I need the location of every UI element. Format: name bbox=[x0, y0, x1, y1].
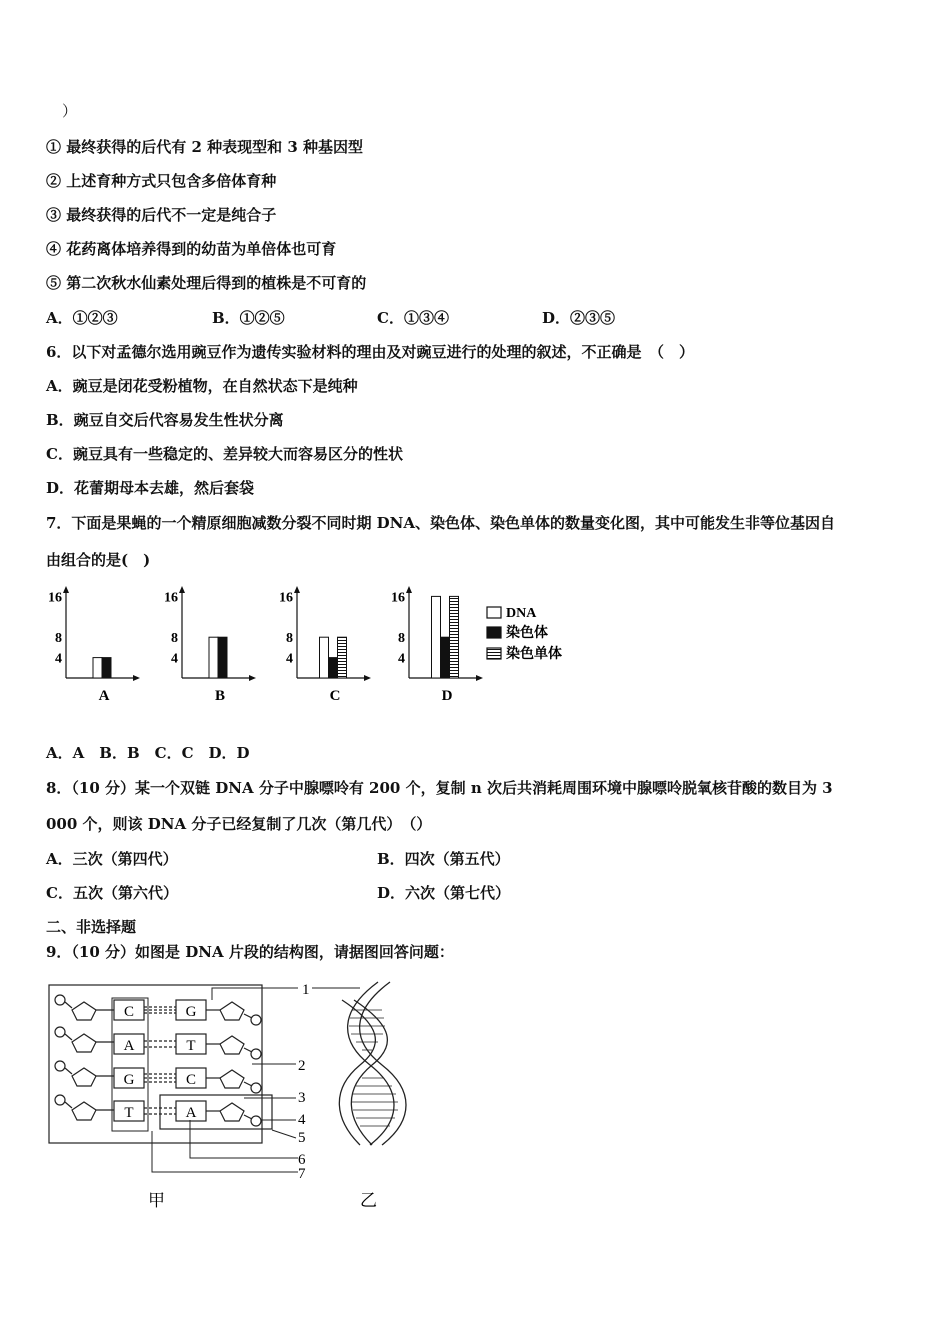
chart-A-ytick: 16 bbox=[48, 590, 62, 606]
section-heading: 二、非选择题 bbox=[46, 918, 137, 936]
chart-B-ytick: 4 bbox=[171, 651, 178, 667]
bar-C-chromosome bbox=[329, 658, 338, 678]
nucleotide-rows bbox=[55, 995, 272, 1129]
statement-5: ⑤ 第二次秋水仙素处理后得到的植株是不可育的 bbox=[46, 274, 367, 292]
label-6: 6 bbox=[298, 1152, 306, 1168]
label-2: 2 bbox=[298, 1058, 306, 1074]
bar-C-chromatid bbox=[338, 637, 347, 678]
chart-B-ytick: 16 bbox=[164, 590, 178, 606]
q7-stem-line2: 由组合的是( ) bbox=[46, 551, 151, 569]
q8-option-a: A．三次（第四代） bbox=[46, 850, 178, 868]
q9-stem: 9．（10 分）如图是 DNA 片段的结构图，请据图回答问题： bbox=[46, 943, 454, 961]
q7-options: A．A B．B C．C D．D bbox=[46, 744, 250, 762]
bar-B-chromosome bbox=[218, 637, 227, 678]
label-7: 7 bbox=[298, 1166, 306, 1182]
chart-B-ytick: 8 bbox=[171, 631, 178, 647]
q8-option-b: B．四次（第五代） bbox=[377, 850, 510, 868]
legend-swatch-dna bbox=[487, 607, 501, 618]
q7-bar-charts bbox=[40, 580, 640, 710]
q8-stem-line1: 8．（10 分）某一个双链 DNA 分子中腺嘌呤有 200 个，复制 n 次后共消耗周围环境中腺嘌呤脱氧核苷酸的数目为 3 bbox=[46, 779, 833, 797]
base-left-2: A bbox=[123, 1038, 135, 1054]
bar-B-dna bbox=[209, 637, 218, 678]
base-right-4: A bbox=[185, 1105, 197, 1121]
base-right-3: C bbox=[185, 1072, 197, 1088]
bar-C-dna bbox=[320, 637, 329, 678]
chart-D-ytick: 4 bbox=[398, 651, 405, 667]
legend-label-chromatid: 染色单体 bbox=[506, 647, 562, 662]
statement-4: ④ 花药离体培养得到的幼苗为单倍体也可育 bbox=[46, 240, 337, 258]
label-4: 4 bbox=[298, 1112, 306, 1128]
q5-option-a: A．①②③ bbox=[46, 309, 118, 327]
q6-stem: 6．以下对孟德尔选用豌豆作为遗传实验材料的理由及对豌豆进行的处理的叙述，不正确是 （ ） bbox=[46, 343, 694, 361]
chart-D-label: D bbox=[441, 688, 453, 704]
chart-C-ytick: 4 bbox=[286, 651, 293, 667]
q8-option-c: C．五次（第六代） bbox=[46, 884, 178, 902]
base-left-3: G bbox=[123, 1072, 135, 1088]
label-yi: 乙 bbox=[360, 1191, 377, 1210]
chart-A-label: A bbox=[98, 688, 110, 704]
bar-D-chromatid bbox=[450, 596, 459, 678]
leader-lines bbox=[152, 988, 298, 1172]
legend-swatch-chromatid bbox=[487, 648, 501, 659]
q5-option-c: C．①③④ bbox=[377, 309, 449, 327]
q6-option-b: B．豌豆自交后代容易发生性状分离 bbox=[46, 411, 284, 429]
bar-A-dna bbox=[93, 658, 102, 678]
chart-C-ytick: 8 bbox=[286, 631, 293, 647]
statement-2: ② 上述育种方式只包含多倍体育种 bbox=[46, 172, 277, 190]
q6-option-a: A．豌豆是闭花受粉植物，在自然状态下是纯种 bbox=[46, 377, 358, 395]
chart-C-ytick: 16 bbox=[279, 590, 293, 606]
prev-question-tail: ） bbox=[62, 102, 78, 120]
chart-A-ytick: 4 bbox=[55, 651, 62, 667]
dna-structure-figure bbox=[40, 970, 460, 1220]
statement-3: ③ 最终获得的后代不一定是纯合子 bbox=[46, 206, 277, 224]
statement-1: ① 最终获得的后代有 2 种表现型和 3 种基因型 bbox=[46, 138, 363, 156]
q8-option-d: D．六次（第七代） bbox=[377, 884, 511, 902]
bar-D-dna bbox=[432, 596, 441, 678]
q7-stem-line1: 7．下面是果蝇的一个精原细胞减数分裂不同时期 DNA、染色体、染色单体的数量变化图，其中可能发生非等位基因自 bbox=[46, 514, 836, 532]
base-left-1: C bbox=[123, 1004, 135, 1020]
base-right-1: G bbox=[185, 1004, 197, 1020]
label-5: 5 bbox=[298, 1130, 306, 1146]
label-3: 3 bbox=[298, 1090, 306, 1106]
legend-swatch-chromosome bbox=[487, 627, 501, 638]
base-left-4: T bbox=[124, 1105, 134, 1121]
chart-C-label: C bbox=[329, 688, 341, 704]
bar-A-chromosome bbox=[102, 658, 111, 678]
chart-D-ytick: 16 bbox=[391, 590, 405, 606]
q6-option-d: D．花蕾期母本去雄，然后套袋 bbox=[46, 479, 255, 497]
chart-legend bbox=[487, 606, 562, 662]
q6-option-c: C．豌豆具有一些稳定的、差异较大而容易区分的性状 bbox=[46, 445, 403, 463]
q5-option-b: B．①②⑤ bbox=[212, 309, 285, 327]
base-right-2: T bbox=[186, 1038, 196, 1054]
chart-D-ytick: 8 bbox=[398, 631, 405, 647]
bar-D-chromosome bbox=[441, 637, 450, 678]
q5-option-d: D．②③⑤ bbox=[542, 309, 616, 327]
double-helix bbox=[339, 982, 406, 1145]
q8-stem-line2: 000 个，则该 DNA 分子已经复制了几次（第几代） （） bbox=[46, 815, 432, 833]
label-1: 1 bbox=[302, 982, 310, 998]
frame-jia bbox=[49, 985, 262, 1143]
label-jia: 甲 bbox=[148, 1191, 165, 1210]
legend-label-chromosome: 染色体 bbox=[506, 626, 548, 641]
chart-A-ytick: 8 bbox=[55, 631, 62, 647]
chart-B-label: B bbox=[214, 688, 226, 704]
legend-label-dna: DNA bbox=[506, 606, 537, 621]
